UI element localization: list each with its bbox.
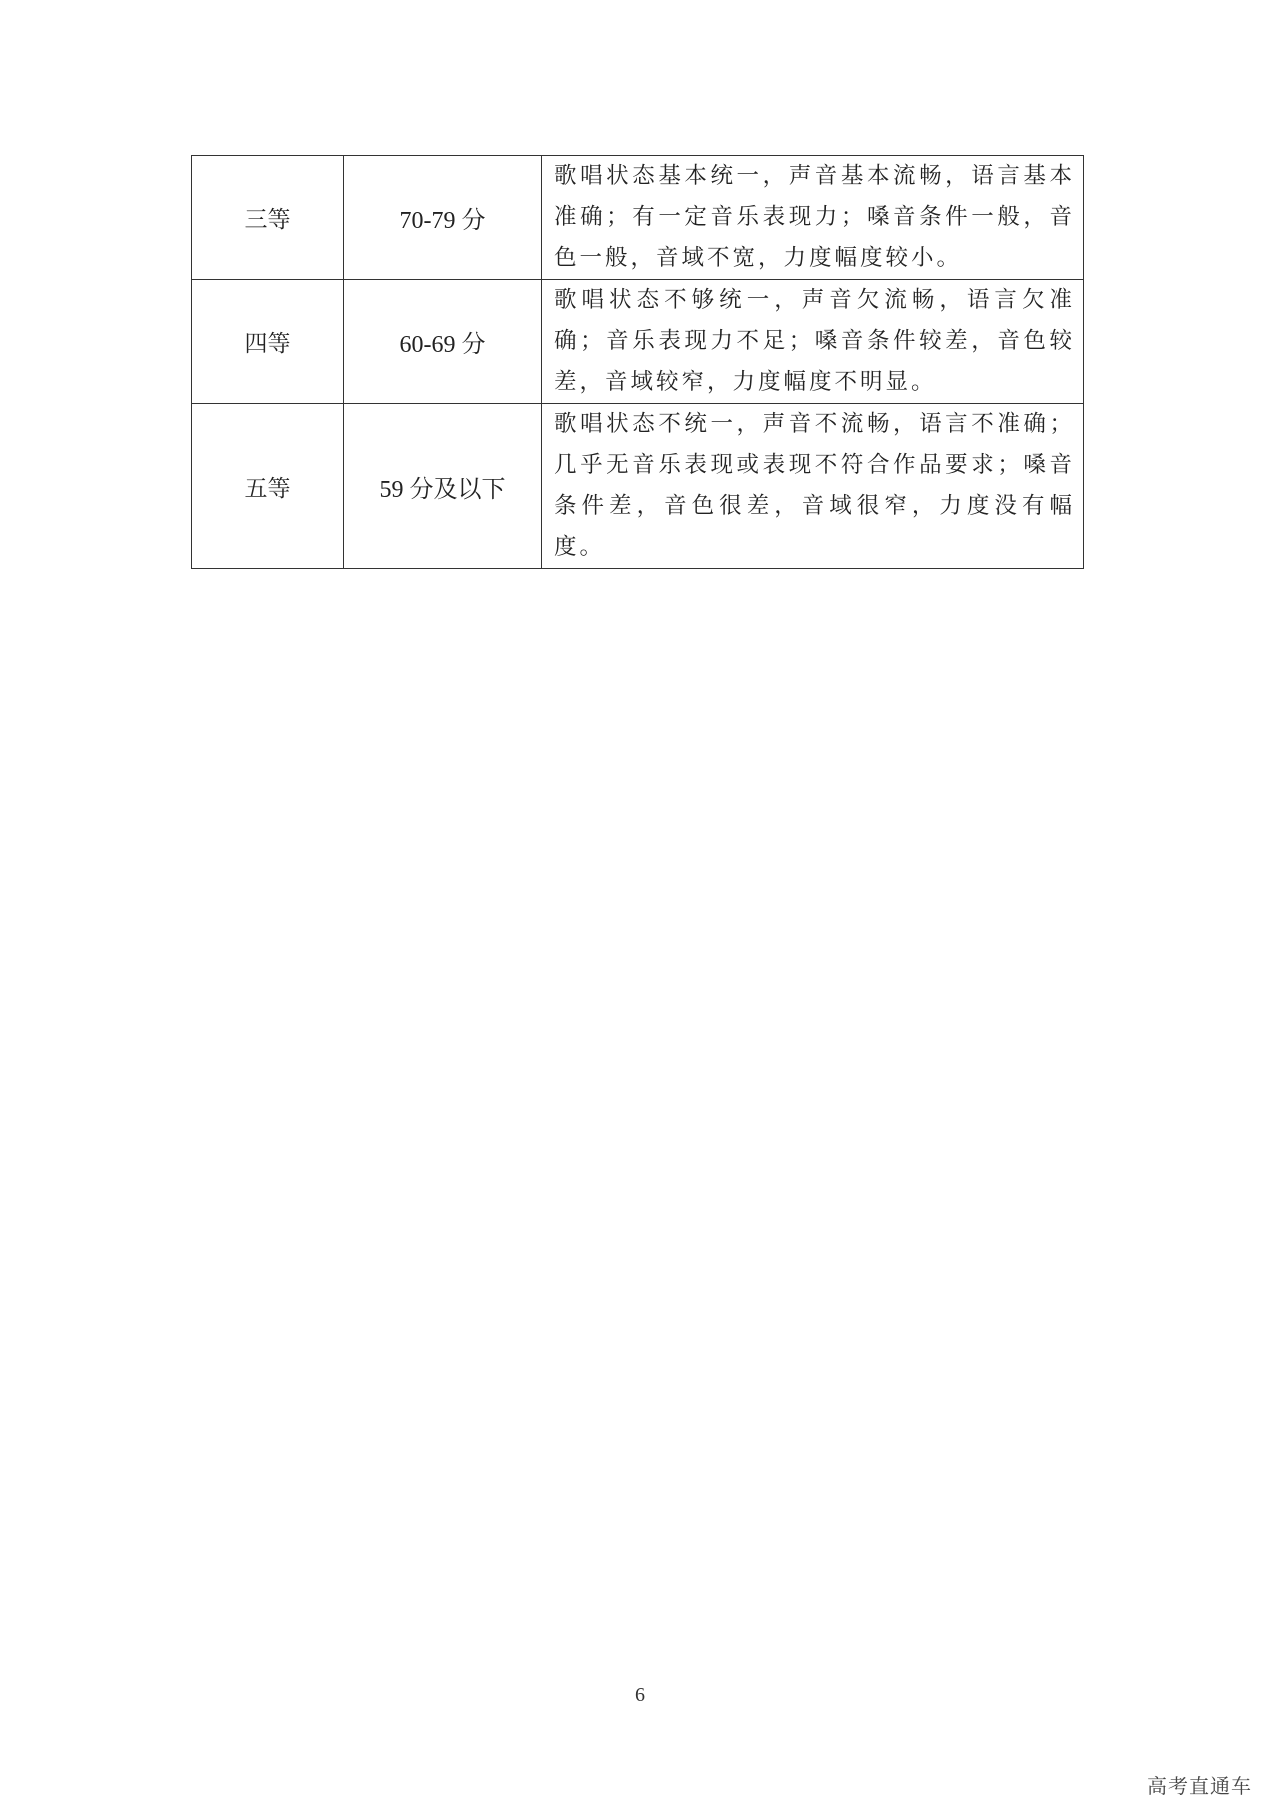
grade-cell: 四等 xyxy=(192,280,344,404)
table-row xyxy=(192,156,1084,280)
watermark: 高考直通车 xyxy=(1147,1774,1252,1798)
description-cell xyxy=(542,280,1084,404)
score-cell: 60-69 分 xyxy=(344,280,542,404)
table-row xyxy=(192,404,1084,569)
grade-cell: 三等 xyxy=(192,156,344,280)
page-number: 6 xyxy=(635,1684,645,1706)
score-cell: 70-79 分 xyxy=(344,156,542,280)
description-cell xyxy=(542,404,1084,569)
description-text: 歌唱状态不够统一，声音欠流畅，语言欠准确；音乐表现力不足；嗓音条件较差，音色较差，音域较窄，力度幅度不明显。 xyxy=(554,287,1075,395)
description-text: 歌唱状态基本统一，声音基本流畅，语言基本准确；有一定音乐表现力；嗓音条件一般，音色一般，音域不宽，力度幅度较小。 xyxy=(554,163,1075,271)
table-row xyxy=(192,280,1084,404)
score-cell: 59 分及以下 xyxy=(344,404,542,569)
grade-cell: 五等 xyxy=(192,404,344,569)
description-text: 歌唱状态不统一，声音不流畅，语言不准确；几乎无音乐表现或表现不符合作品要求；嗓音条件差，音色很差，音域很窄，力度没有幅度。 xyxy=(554,411,1075,560)
description-cell xyxy=(542,156,1084,280)
grade-table xyxy=(191,155,1084,569)
